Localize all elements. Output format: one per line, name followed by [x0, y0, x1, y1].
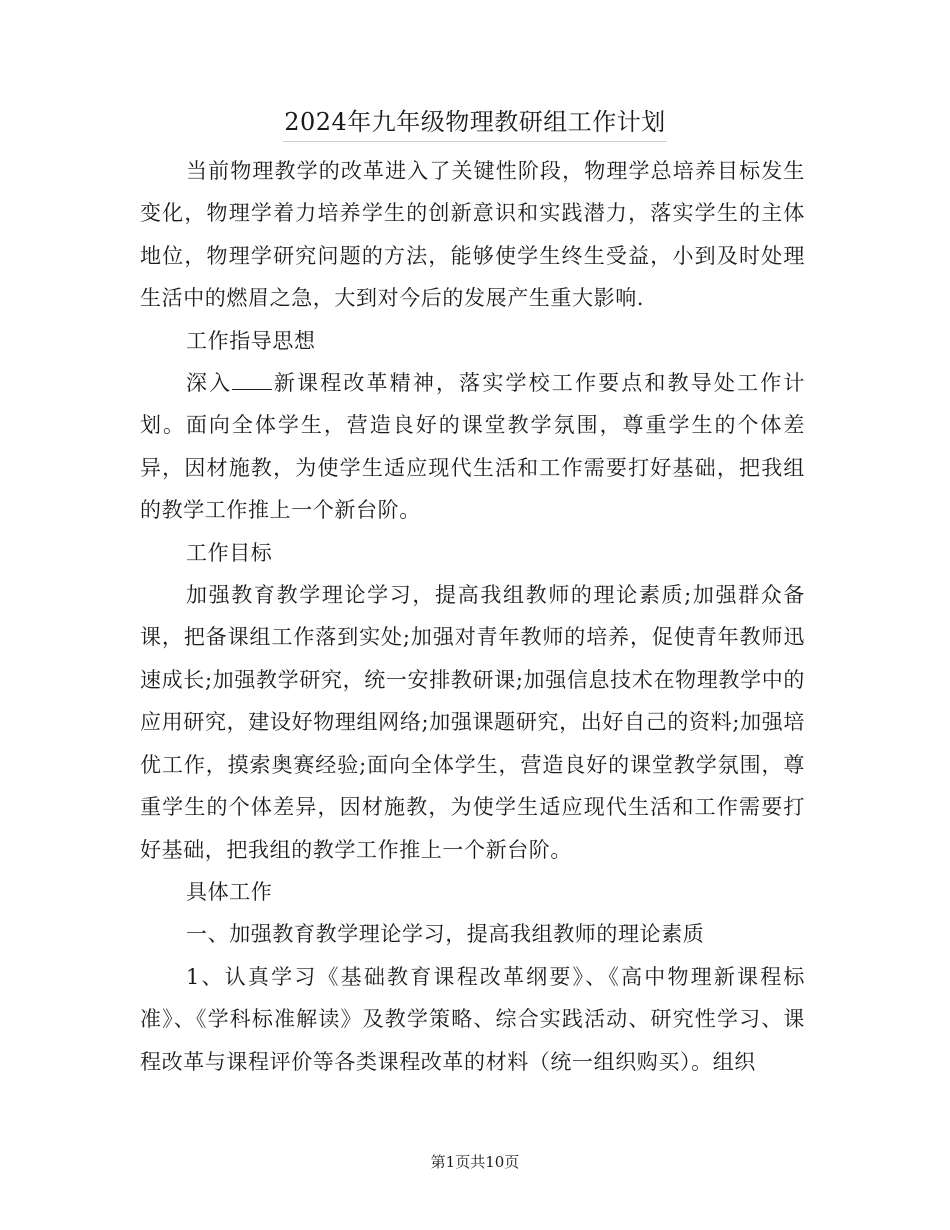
- document-title: 2024年九年级物理教研组工作计划: [284, 108, 666, 136]
- page-number: 第1页共10页: [430, 1153, 520, 1171]
- section-heading-specific-work: 具体工作: [186, 879, 273, 904]
- guiding-thought-paragraph: [140, 362, 805, 532]
- guiding-thought-text: 新课程改革精神，落实学校工作要点和教导处工作计划。面向全体学生，营造良好的课堂教学氛围，尊重学生的个体差异，因材施教，为使学生适应现代生活和工作需要打好基础，把我组的教学工作推上一个新台阶。: [140, 371, 805, 523]
- fill-in-blank: [232, 371, 272, 390]
- intro-paragraph: 当前物理教学的改革进入了关键性阶段，物理学总培养目标发生变化，物理学着力培养学生的创新意识和实践潜力，落实学生的主体地位，物理学研究问题的方法，能够使学生终生受益，小到及时处理生活中的燃眉之急，大到对今后的发展产生重大影响.: [140, 159, 805, 311]
- goals-paragraph: 加强教育教学理论学习，提高我组教师的理论素质;加强群众备课，把备课组工作落到实处;加强对青年教师的培养，促使青年教师迅速成长;加强教学研究，统一安排教研课;加强信息技术在物理教学中的应用研究，建设好物理组网络;加强课题研究，出好自己的资料;加强培优工作，摸索奥赛经验;面向全体学生，营造良好的课堂教学氛围，尊重学生的个体差异，因材施教，为使学生适应现代生活和工作需要打好基础，把我组的教学工作推上一个新台阶。: [140, 583, 805, 862]
- title-underline: [283, 141, 667, 142]
- guiding-thought-prefix: 深入: [186, 371, 233, 396]
- item-1-paragraph: 1、认真学习《基础教育课程改革纲要》、《高中物理新课程标准》、《学科标准解读》及教学策略、综合实践活动、研究性学习、课程改革与课程评价等各类课程改革的材料（统一组织购买）。组织: [140, 964, 805, 1074]
- document-body: [140, 150, 805, 1083]
- subsection-heading-1: 一、加强教育教学理论学习，提高我组教师的理论素质: [186, 922, 705, 947]
- section-heading-goals: 工作目标: [186, 540, 273, 565]
- section-heading-guiding-thought: 工作指导思想: [186, 328, 316, 353]
